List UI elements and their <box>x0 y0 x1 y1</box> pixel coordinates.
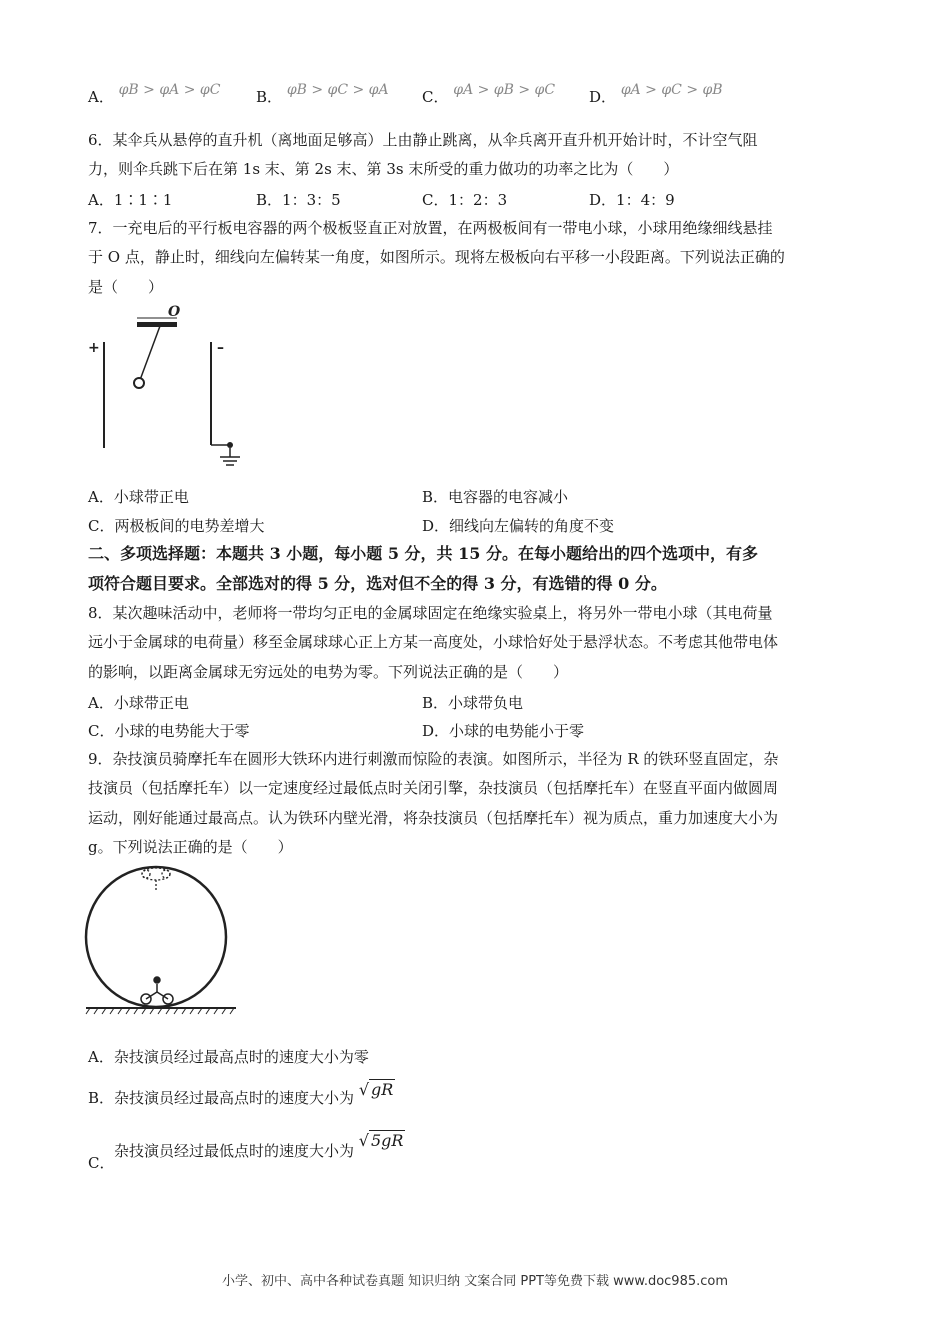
option-expression: φA > φB > φC <box>453 82 556 98</box>
ground-hatch <box>86 1008 236 1014</box>
q6-option-a: A．1∶1∶1 <box>88 191 173 209</box>
option-label: B． <box>256 88 283 106</box>
option-label: C． <box>422 88 449 106</box>
rider-top-icon <box>142 868 170 892</box>
q8-stem-line-1: 8．某次趣味活动中，老师将一带均匀正电的金属球固定在绝缘实验桌上，将另外一带电小球（其电荷量 <box>88 604 773 622</box>
q9-stem-line-1: 9．杂技演员骑摩托车在圆形大铁环内进行刺激而惊险的表演。如图所示，半径为 R 的铁环竖直固定，杂 <box>88 750 779 768</box>
q9-stem-line-3: 运动，刚好能通过最高点。认为铁环内壁光滑，将杂技演员（包括摩托车）视为质点，重力加速度大小为 <box>88 809 779 827</box>
q8-option-c: C．小球的电势能大于零 <box>88 722 250 740</box>
option-text: B．杂技演员经过最高点时的速度大小为 <box>88 1089 355 1107</box>
ground-icon <box>211 442 240 465</box>
q7-option-b: B．电容器的电容减小 <box>422 488 569 506</box>
option-expression: φB > φA > φC <box>118 82 221 98</box>
q7-option-c: C．两极板间的电势差增大 <box>88 517 265 535</box>
q8-option-d: D．小球的电势能小于零 <box>422 722 585 740</box>
plus-sign: + <box>88 340 100 356</box>
q9-option-c <box>114 1131 405 1161</box>
minus-sign: – <box>217 340 224 356</box>
q8-option-a: A．小球带正电 <box>88 694 189 712</box>
sqrt-expression: √ 5gR <box>358 1131 404 1150</box>
point-o-label: O <box>168 304 181 320</box>
q7-stem-line-3: 是（ ） <box>88 278 164 296</box>
q6-stem-line-2: 力，则伞兵跳下后在第 1s 末、第 2s 末、第 3s 末所受的重力做功的功率之比为（ ） <box>88 160 679 178</box>
charged-ball <box>134 378 144 388</box>
q8-stem-line-2: 远小于金属球的电荷量）移至金属球球心正上方某一高度处，小球恰好处于悬浮状态。不考虑其他带电体 <box>88 633 779 651</box>
q7-stem-line-1: 7．一充电后的平行板电容器的两个极板竖直正对放置，在两极板间有一带电小球，小球用绝缘细线悬挂 <box>88 219 773 237</box>
radicand: 5gR <box>371 1131 404 1150</box>
section-2-heading-line-2: 项符合题目要求。全部选对的得 5 分，选对但不全的得 3 分，有选错的得 0 分。 <box>88 574 667 593</box>
option-label: A． <box>88 88 114 106</box>
option-text: 杂技演员经过最低点时的速度大小为 <box>114 1142 355 1160</box>
q9-option-b <box>88 1080 395 1108</box>
q5-option-b <box>256 82 389 107</box>
q9-option-c-label: C． <box>88 1154 115 1172</box>
q9-option-a: A．杂技演员经过最高点时的速度大小为零 <box>88 1048 369 1066</box>
q7-option-a: A．小球带正电 <box>88 488 189 506</box>
q8-option-b: B．小球带负电 <box>422 694 524 712</box>
sqrt-expression: √ gR <box>358 1080 394 1099</box>
page-footer: 小学、初中、高中各种试卷真题 知识归纳 文案合同 PPT等免费下载 www.doc985.com <box>221 1274 729 1289</box>
option-label: D． <box>589 88 617 106</box>
option-expression: φA > φC > φB <box>620 82 723 98</box>
q9-stem-line-4: g。下列说法正确的是（ ） <box>88 838 293 856</box>
q8-stem-line-3: 的影响，以距离金属球无穷远处的电势为零。下列说法正确的是（ ） <box>88 663 569 681</box>
q7-option-d: D．细线向左偏转的角度不变 <box>422 517 615 535</box>
q5-option-d <box>589 82 723 107</box>
rider-bottom-icon <box>141 977 173 1004</box>
option-expression: φB > φC > φA <box>286 82 389 98</box>
q6-stem-line-1: 6．某伞兵从悬停的直升机（离地面足够高）上由静止跳离，从伞兵离开直升机开始计时，不计空气阻 <box>88 131 758 149</box>
radicand: gR <box>371 1080 394 1099</box>
q9-stem-line-2: 技演员（包括摩托车）以一定速度经过最低点时关闭引擎，杂技演员（包括摩托车）在竖直平面内做圆周 <box>88 779 779 797</box>
string <box>140 326 160 380</box>
q7-stem-line-2: 于 O 点，静止时，细线向左偏转某一角度，如图所示。现将左极板向右平移一小段距离。下列说法正确的 <box>88 248 785 266</box>
q6-option-d: D．1：4：9 <box>589 191 675 209</box>
loop-figure <box>84 862 239 1022</box>
q6-option-c: C．1：2：3 <box>422 191 508 209</box>
section-2-heading-line-1: 二、多项选择题：本题共 3 小题，每小题 5 分，共 15 分。在每小题给出的四个选项中，有多 <box>88 544 758 563</box>
q6-option-b: B．1：3：5 <box>256 191 341 209</box>
capacitor-figure <box>80 300 260 475</box>
q5-option-a <box>88 82 221 107</box>
q5-option-c <box>422 82 556 107</box>
